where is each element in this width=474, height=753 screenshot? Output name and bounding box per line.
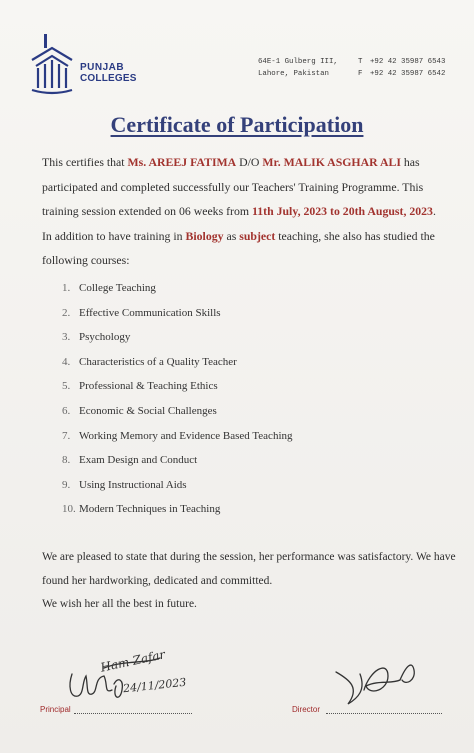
contact-block xyxy=(258,56,468,80)
body-text: In addition to have training in xyxy=(42,228,186,243)
director-signature-icon xyxy=(330,650,440,714)
address-line-1: 64E-1 Gulberg III, xyxy=(258,58,338,66)
list-item: 2. Effective Communication Skills xyxy=(62,306,221,319)
signature-area xyxy=(0,647,474,730)
list-item: 10. Modern Techniques in Teaching xyxy=(62,503,221,516)
logo-line-2: COLLEGES xyxy=(80,73,137,84)
body-text: has participated and completed successfully our Teachers' Training Programme. This training session extended on 06 weeks from xyxy=(42,155,424,218)
father-name: Mr. MALIK ASGHAR ALI xyxy=(262,155,401,169)
list-item: 3. Psychology xyxy=(62,331,131,344)
certificate-body xyxy=(42,150,460,273)
closing-text xyxy=(42,546,460,617)
closing-paragraph-1: We are pleased to state that during the session, her performance was satisfactory. We have found her hardworking, dedicated and committed. xyxy=(42,551,456,587)
body-text: teaching, she also has studied the following courses: xyxy=(42,228,435,267)
closing-paragraph-2: We wish her all the best in future. xyxy=(42,598,197,610)
phone-label: T xyxy=(358,58,363,66)
fax-label: F xyxy=(358,70,363,78)
handwritten-name: Ham Zafar xyxy=(99,647,167,675)
punjab-colleges-logo xyxy=(28,32,148,96)
list-item: 8. Exam Design and Conduct xyxy=(62,454,198,467)
participant-name: Ms. AREEJ FATIMA xyxy=(127,155,237,169)
principal-signature-line xyxy=(74,713,192,714)
director-label: Director xyxy=(292,705,321,714)
principal-label: Principal xyxy=(40,705,71,714)
address-line-2: Lahore, Pakistan xyxy=(258,70,329,78)
list-item: 4. Characteristics of a Quality Teacher xyxy=(62,355,237,368)
logo-mark-icon xyxy=(28,32,78,96)
logo-line-1: PUNJAB xyxy=(80,62,125,73)
subject-word: subject xyxy=(239,228,276,243)
phone-number: +92 42 35987 6543 xyxy=(370,58,446,66)
list-item: 6. Economic & Social Challenges xyxy=(62,404,217,417)
body-text: . xyxy=(432,204,436,218)
body-text: as xyxy=(223,228,240,243)
list-item: 9. Using Instructional Aids xyxy=(62,478,187,491)
body-text: D/O xyxy=(236,155,263,169)
handwritten-date: 24/11/2023 xyxy=(122,675,187,696)
training-dates: 11th July, 2023 to 20th August, 2023 xyxy=(252,204,433,218)
list-item: 7. Working Memory and Evidence Based Teaching xyxy=(62,429,293,442)
fax-number: +92 42 35987 6542 xyxy=(370,70,446,78)
logo-text xyxy=(80,62,137,84)
course-list xyxy=(62,276,442,522)
list-item: 5. Professional & Teaching Ethics xyxy=(62,380,218,393)
body-text: This certifies that xyxy=(42,155,128,169)
director-signature-line xyxy=(326,713,442,714)
certificate-title: Certificate of Participation xyxy=(110,112,364,137)
list-item: 1. College Teaching xyxy=(62,282,156,294)
subject-name: Biology xyxy=(185,228,224,243)
